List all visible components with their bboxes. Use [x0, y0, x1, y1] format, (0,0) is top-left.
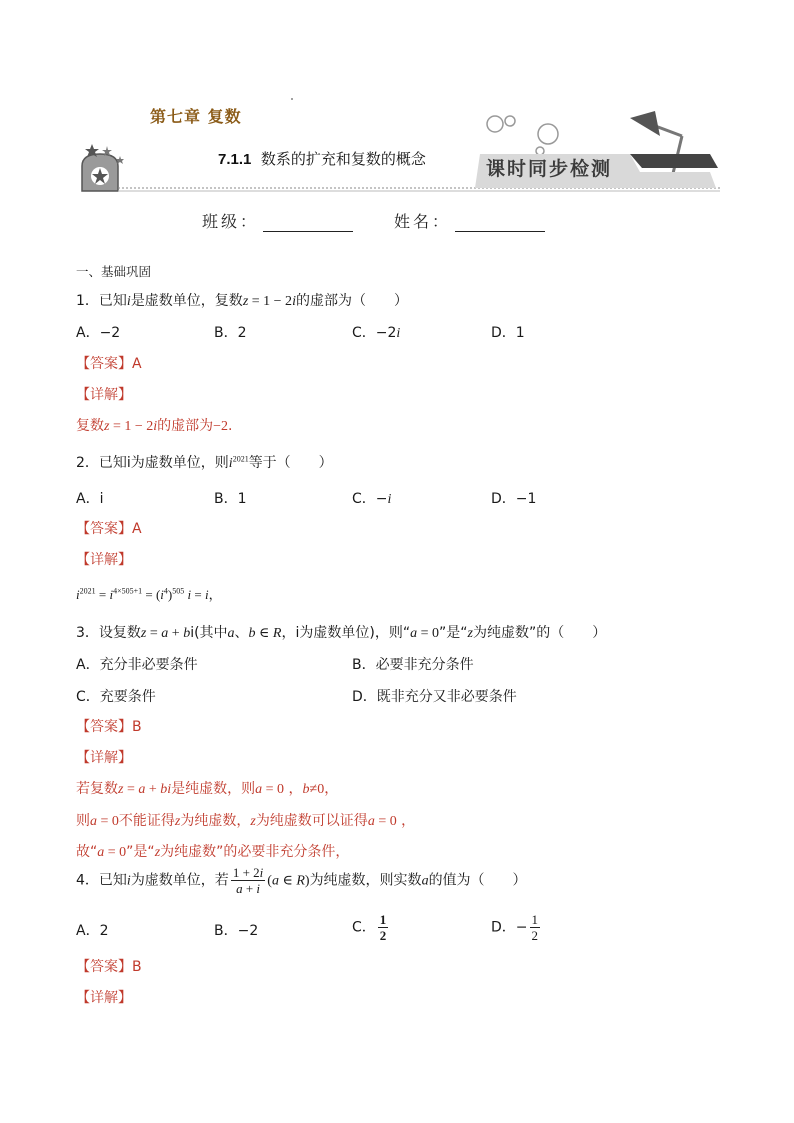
q2-answer: 【答案】A — [76, 521, 142, 537]
q3-option-d[interactable]: D．既非充分又非必要条件 — [352, 689, 517, 705]
q2-explanation: $i^{2021} = i^{4\times 505+1} = (i^4)^{505}$ i = i， — [76, 586, 222, 602]
q4-answer: 【答案】B — [76, 959, 142, 975]
name-label: 姓名： — [394, 212, 452, 231]
q4-option-b[interactable]: B．−2 — [214, 923, 259, 939]
bubble-icon — [505, 116, 515, 126]
q2-option-c[interactable]: C．−i — [352, 491, 392, 507]
q3-option-c[interactable]: C．充要条件 — [76, 689, 156, 705]
class-field — [202, 209, 353, 232]
q2-option-b[interactable]: B．1 — [214, 491, 247, 507]
class-label: 班级： — [202, 212, 260, 231]
question-3: 3．设复数z = a + bi(其中a、b ∈ R，i为虚数单位)，则“a = 0”是“z为纯虚数”的（ ） — [76, 625, 607, 641]
name-blank[interactable] — [455, 215, 545, 232]
q1-option-b[interactable]: B．2 — [214, 325, 247, 341]
bubble-icon — [538, 124, 558, 144]
q4-detail-label: 【详解】 — [76, 990, 132, 1006]
section-title: 一、基础巩固 — [76, 264, 152, 279]
q1-option-a[interactable]: A．−2 — [76, 325, 121, 341]
q1-explanation: 复数z = 1 − 2i的虚部为−2. — [76, 418, 233, 434]
name-field — [394, 209, 545, 232]
lesson-name: 数系的扩充和复数的概念 — [260, 150, 426, 168]
q3-explanation-1: 若复数z = a + bi是纯虚数，则a = 0 ，b≠0， — [76, 781, 339, 797]
q2-detail-label: 【详解】 — [76, 552, 132, 568]
q4-option-c[interactable]: C． $\frac{1}{2}$ — [352, 912, 387, 943]
fraction: $\frac{1 + 2i}{a + i}$ — [232, 865, 264, 896]
q1-option-c[interactable]: C．−2i — [352, 325, 401, 341]
bubble-icon — [487, 116, 503, 132]
q1-option-d[interactable]: D．1 — [491, 325, 525, 341]
class-blank[interactable] — [263, 215, 353, 232]
star-badge-icon — [82, 144, 124, 191]
question-2: 2．已知i为虚数单位，则$i^{2021}$等于（ ） — [76, 454, 333, 471]
q4-option-d[interactable]: D．− $\frac{1}{2}$ — [491, 912, 539, 943]
q2-option-a[interactable]: A．i — [76, 491, 104, 507]
lesson-title — [218, 148, 426, 169]
lesson-number: 7.1.1 — [218, 151, 252, 168]
badge-label: 课时同步检测 — [486, 158, 613, 180]
q2-option-d[interactable]: D．−1 — [491, 491, 537, 507]
question-1: 1．已知i是虚数单位，复数z = 1 − 2i的虚部为（ ） — [76, 293, 408, 309]
q3-answer: 【答案】B — [76, 719, 142, 735]
q3-option-a[interactable]: A．充分非必要条件 — [76, 657, 198, 673]
q1-detail-label: 【详解】 — [76, 387, 132, 403]
q3-explanation-3: 故“a = 0”是“z为纯虚数”的必要非充分条件， — [76, 844, 350, 860]
question-4: 4．已知i为虚数单位，若 $\frac{1 + 2i}{a + i}$ (a ∈ R)为纯虚数，则实数a的值为（ ） — [76, 865, 527, 896]
q3-detail-label: 【详解】 — [76, 750, 132, 766]
q3-explanation-2: 则a = 0不能证得z为纯虚数，z为纯虚数可以证得a = 0 ， — [76, 813, 416, 829]
q3-option-b[interactable]: B．必要非充分条件 — [352, 657, 474, 673]
q4-option-a[interactable]: A．2 — [76, 923, 109, 939]
chapter-title: 第七章 复数 — [150, 107, 242, 126]
q1-answer: 【答案】A — [76, 356, 142, 372]
